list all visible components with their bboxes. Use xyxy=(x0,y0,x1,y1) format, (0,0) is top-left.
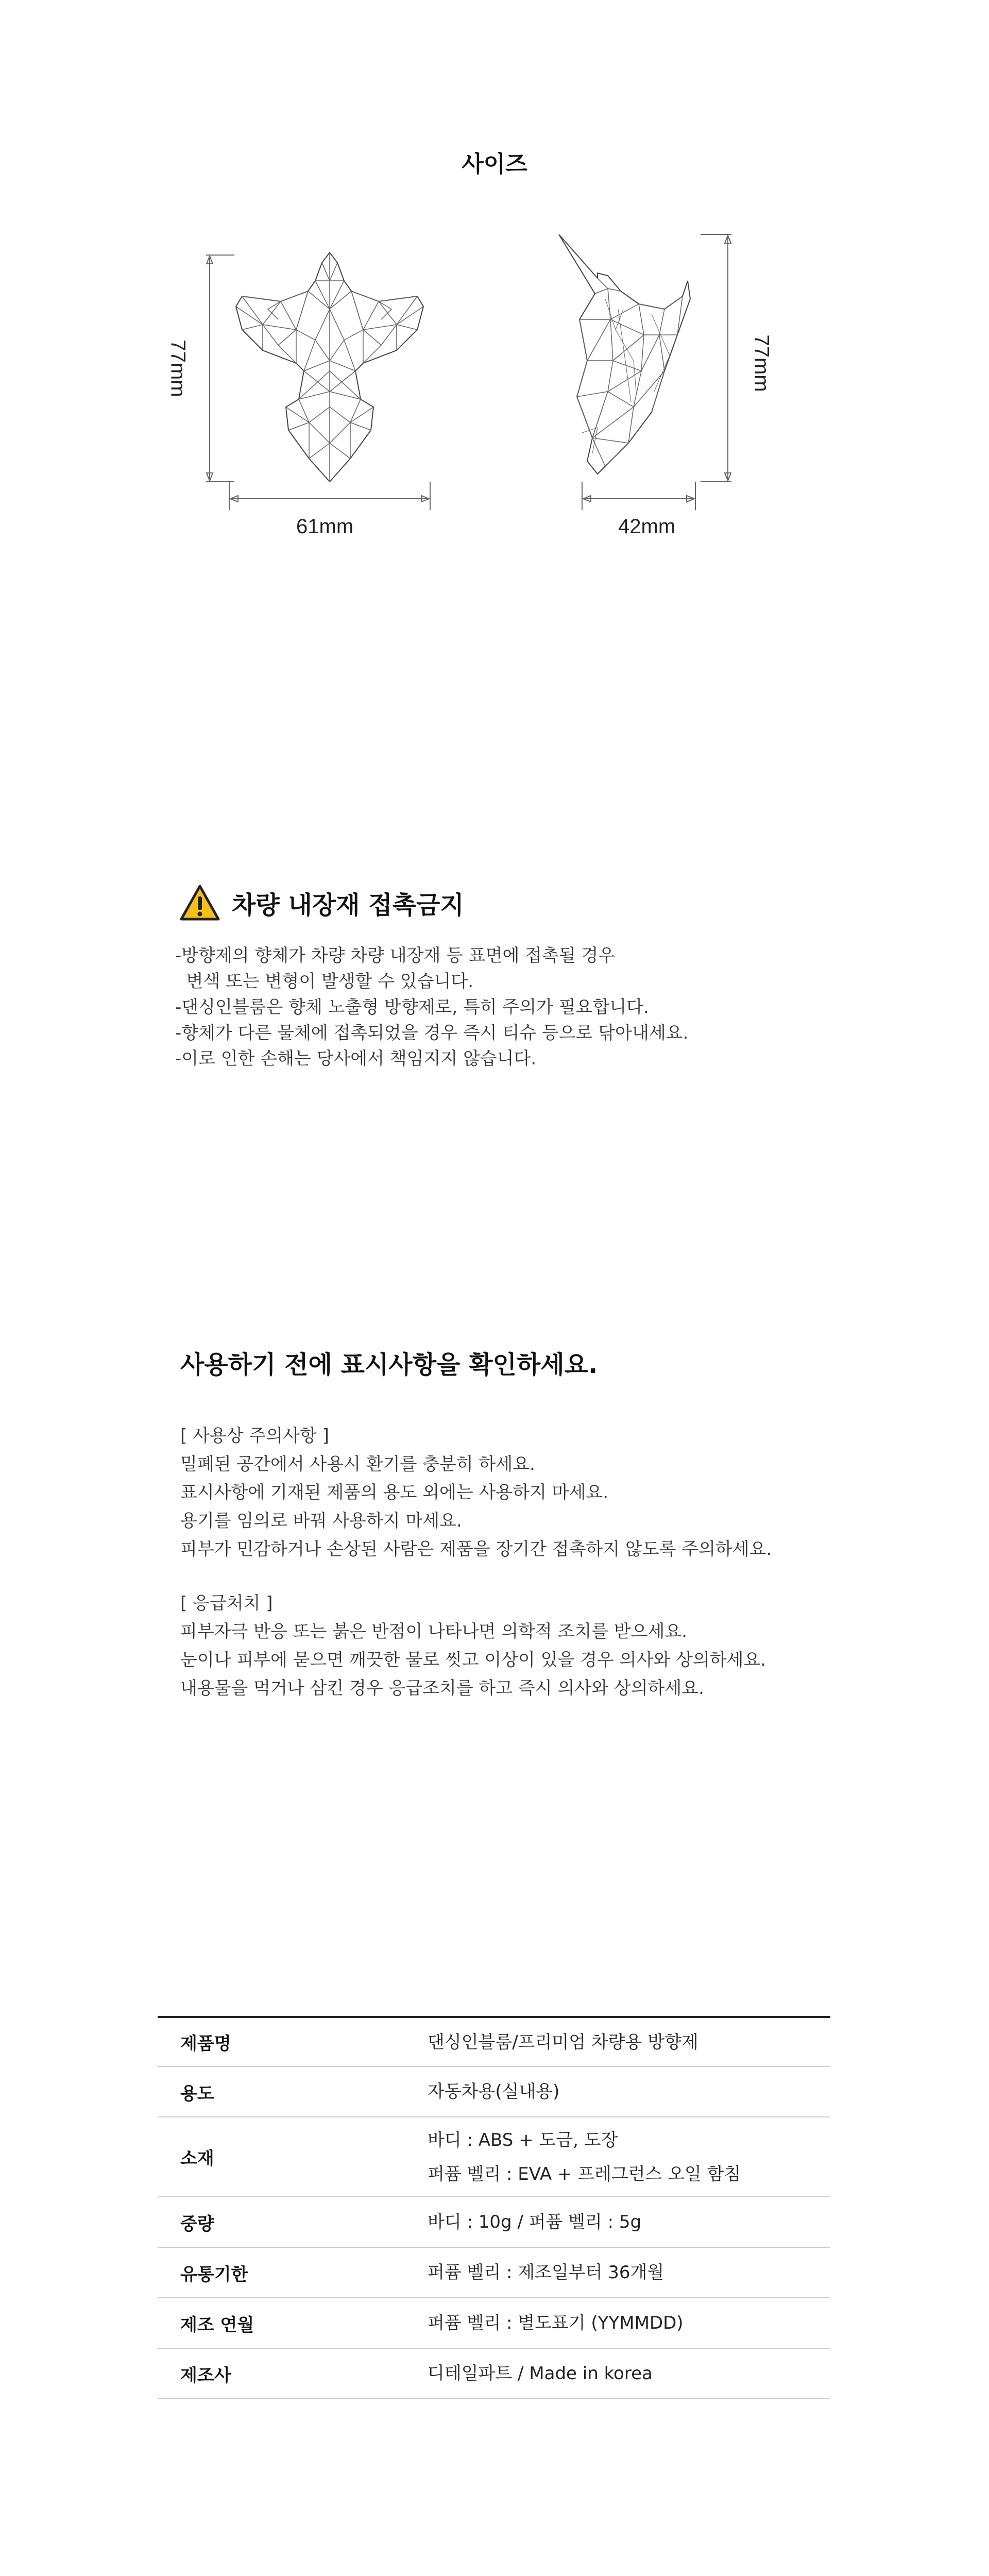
table-row xyxy=(158,2017,830,2066)
front-height-label: 77mm xyxy=(166,340,190,397)
first-aid-line: 내용물을 먹거나 삼킨 경우 응급조치를 하고 즉시 의사와 상의하세요. xyxy=(180,1678,704,1699)
warning-line: -방향제의 향체가 차량 차량 내장재 등 표면에 접촉될 경우 xyxy=(175,945,616,966)
caution-line: 용기를 임의로 바꿔 사용하지 마세요. xyxy=(180,1511,462,1531)
spec-value-line: 댄싱인블룸/프리미엄 차량용 방향제 xyxy=(428,2031,698,2053)
side-width-label: 42mm xyxy=(618,515,676,538)
spec-value-line: 디테일파트 / Made in korea xyxy=(428,2363,653,2384)
table-row xyxy=(158,2298,830,2348)
spec-value-line: 바디 : 10g / 퍼퓸 벨리 : 5g xyxy=(428,2212,642,2232)
warning-line: -댄싱인블룸은 향체 노출형 방향제로, 특히 주의가 필요합니다. xyxy=(175,997,649,1018)
spec-value xyxy=(428,2348,830,2399)
usage-title: 사용하기 전에 표시사항을 확인하세요. xyxy=(180,1350,598,1379)
caution-line: 표시사항에 기재된 제품의 용도 외에는 사용하지 마세요. xyxy=(180,1482,609,1503)
first-aid-line: 피부자극 반응 또는 붉은 반점이 나타나면 의학적 조치를 받으세요. xyxy=(180,1621,688,1642)
side-bird-illustration xyxy=(559,234,690,474)
warning-heading xyxy=(179,882,464,923)
spec-label: 중량 xyxy=(158,2197,428,2247)
spec-value-line: 자동차용(실내용) xyxy=(428,2081,560,2102)
caution-section xyxy=(180,1422,772,1564)
side-height-label: 77mm xyxy=(750,334,773,392)
spec-value xyxy=(428,2066,830,2117)
first-aid-heading: [ 응급처치 ] xyxy=(180,1593,273,1614)
spec-label: 유통기한 xyxy=(158,2247,428,2298)
product-spec-table xyxy=(158,2016,830,2399)
spec-value xyxy=(428,2298,830,2348)
table-row xyxy=(158,2197,830,2247)
spec-value-line: 퍼퓸 벨리 : EVA + 프레그런스 오일 함침 xyxy=(428,2163,741,2184)
front-width-label: 61mm xyxy=(296,515,354,538)
warning-text xyxy=(175,943,688,1072)
spec-value-line: 퍼퓸 벨리 : 제조일부터 36개월 xyxy=(428,2262,664,2283)
spec-value xyxy=(428,2197,830,2247)
spec-label: 제조 연월 xyxy=(158,2298,428,2348)
table-row xyxy=(158,2247,830,2298)
table-row xyxy=(158,2348,830,2399)
first-aid-section xyxy=(180,1589,766,1703)
warning-line: 변색 또는 변형이 발생할 수 있습니다. xyxy=(175,971,474,992)
warning-line: -이로 인한 손해는 당사에서 책임지지 않습니다. xyxy=(175,1048,537,1069)
caution-line: 피부가 민감하거나 손상된 사람은 제품을 장기간 접촉하지 않도록 주의하세요. xyxy=(180,1539,772,1560)
spec-label: 용도 xyxy=(158,2066,428,2117)
spec-value xyxy=(428,2247,830,2298)
table-row xyxy=(158,2066,830,2117)
front-bird-illustration xyxy=(236,252,423,482)
spec-value xyxy=(428,2017,830,2066)
table-row xyxy=(158,2117,830,2197)
size-diagram xyxy=(0,0,989,592)
warning-line: -향체가 다른 물체에 접촉되었을 경우 즉시 티슈 등으로 닦아내세요. xyxy=(175,1023,689,1043)
spec-value xyxy=(428,2117,830,2197)
warning-title: 차량 내장재 접촉금지 xyxy=(232,890,464,920)
spec-value-line: 바디 : ABS + 도금, 도장 xyxy=(428,2129,618,2150)
spec-label: 제조사 xyxy=(158,2348,428,2399)
first-aid-line: 눈이나 피부에 묻으면 깨끗한 물로 씻고 이상이 있을 경우 의사와 상의하세요. xyxy=(180,1650,766,1670)
caution-heading: [ 사용상 주의사항 ] xyxy=(180,1426,329,1446)
spec-value-line: 퍼퓸 벨리 : 별도표기 (YYMMDD) xyxy=(428,2313,684,2333)
warning-icon xyxy=(179,884,220,921)
spec-label: 제품명 xyxy=(158,2017,428,2066)
caution-line: 밀폐된 공간에서 사용시 환기를 충분히 하세요. xyxy=(180,1454,535,1475)
spec-label: 소재 xyxy=(158,2117,428,2197)
size-title: 사이즈 xyxy=(462,151,527,177)
